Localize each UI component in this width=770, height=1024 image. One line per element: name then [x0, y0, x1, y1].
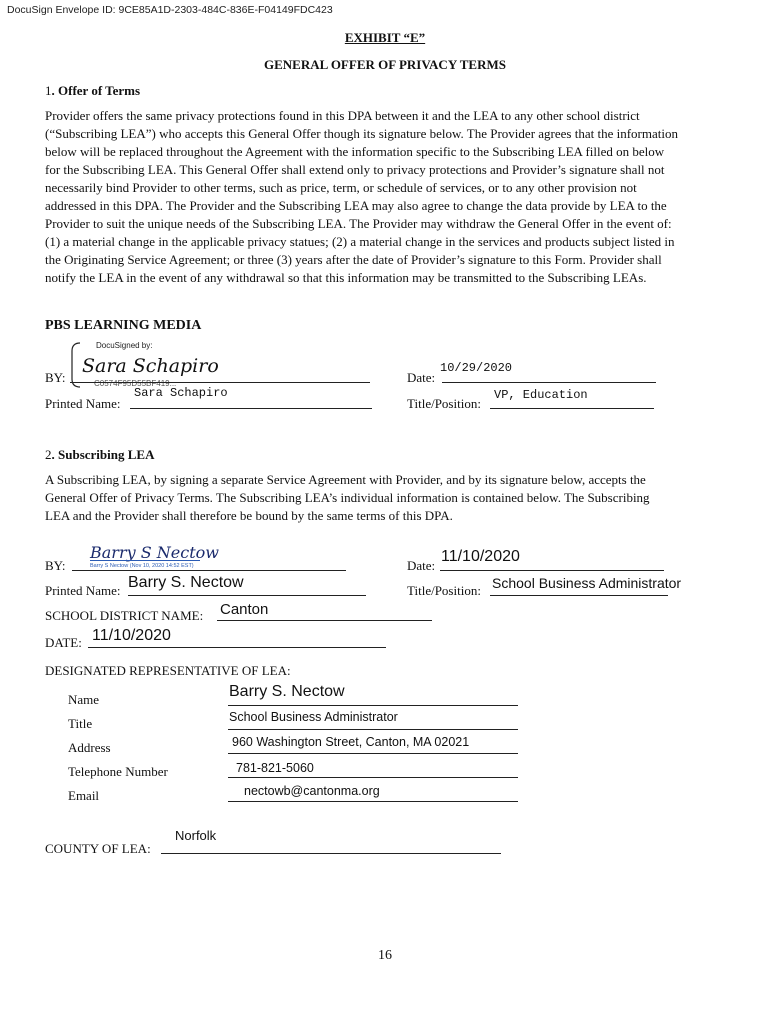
county-label: COUNTY OF LEA:	[45, 841, 151, 856]
exhibit-subtitle: GENERAL OFFER OF PRIVACY TERMS	[264, 57, 506, 72]
title-label: Title/Position:	[407, 396, 481, 411]
by-label: BY:	[45, 370, 66, 385]
rep-address-value[interactable]: 960 Washington Street, Canton, MA 02021	[232, 735, 470, 749]
by-signature-line	[70, 382, 370, 383]
district-line	[217, 620, 432, 621]
lea-signature-caption: Barry S Nectow (Nov 10, 2020 14:52 EST)	[90, 563, 194, 569]
paragraph-line: addressed in this DPA. The Provider and the Subscribing LEA may also agree to change the data provide by LEA to the	[45, 198, 667, 213]
rep-email-value[interactable]: nectowb@cantonma.org	[244, 784, 380, 798]
section1-paragraph	[45, 107, 731, 287]
lea-title-label: Title/Position:	[407, 583, 481, 598]
provider-name: PBS LEARNING MEDIA	[45, 318, 202, 333]
lea-title-line	[490, 595, 668, 596]
section1-heading	[45, 83, 140, 99]
lea-date2-label: DATE:	[45, 635, 82, 650]
paragraph-line: LEA and the Provider shall therefore be bound by the same terms of this DPA.	[45, 508, 453, 523]
envelope-id: DocuSign Envelope ID: 9CE85A1D-2303-484C-836E-F04149FDC423	[7, 4, 333, 16]
provider-signature[interactable]: Sara Schapiro	[82, 355, 219, 377]
county-value[interactable]: Norfolk	[175, 828, 217, 843]
rep-name-label: Name	[68, 692, 100, 707]
paragraph-line: (1) a material change in the applicable privacy statues; (2) a material change in the services and products subject listed in	[45, 234, 675, 249]
county-line	[161, 853, 501, 854]
representative-heading: DESIGNATED REPRESENTATIVE OF LEA:	[45, 663, 291, 678]
paragraph-line: A Subscribing LEA, by signing a separate Service Agreement with Provider, and by its signature below, accepts the	[45, 472, 646, 487]
printed-name-label: Printed Name:	[45, 396, 121, 411]
lea-signature-underline	[90, 560, 200, 561]
exhibit-title: EXHIBIT “E”	[344, 30, 426, 45]
lea-signature[interactable]: Barry S Nectow	[90, 543, 219, 562]
section1-heading-text: . Offer of Terms	[51, 83, 141, 98]
docusigned-label: DocuSigned by:	[96, 341, 153, 350]
lea-date-line	[440, 570, 664, 571]
paragraph-line: for the Subscribing LEA. This General Offer shall extend only to privacy protections and Provider’s signature shall not	[45, 162, 665, 177]
rep-name-line	[228, 705, 518, 706]
lea-printed-name-label: Printed Name:	[45, 583, 121, 598]
date-line	[442, 382, 656, 383]
paragraph-line: Provider offers the same privacy protections found in this DPA between it and the LEA to any other school district	[45, 108, 640, 123]
district-value[interactable]: Canton	[220, 601, 269, 618]
page-number: 16	[378, 948, 392, 963]
provider-date[interactable]: 10/29/2020	[440, 361, 513, 375]
section2-heading	[45, 447, 154, 463]
paragraph-line: below will be replaced throughout the Agreement with the information specific to the Subscribing LEA filled on below	[45, 144, 665, 159]
section2-number: 2	[45, 447, 52, 462]
printed-name-line	[130, 408, 372, 409]
lea-title[interactable]: School Business Administrator	[492, 575, 682, 591]
provider-printed-name[interactable]: Sara Schapiro	[134, 386, 228, 400]
rep-phone-label: Telephone Number	[68, 764, 168, 779]
lea-printed-name-line	[128, 595, 366, 596]
district-label: SCHOOL DISTRICT NAME:	[45, 608, 204, 623]
rep-title-label: Title	[68, 716, 93, 731]
paragraph-line: notify the LEA in the event of any withdrawal so that this information may be transmitted to the Subscribing LEAs.	[45, 270, 647, 285]
rep-name-value[interactable]: Barry S. Nectow	[229, 683, 345, 700]
provider-title[interactable]: VP, Education	[494, 388, 588, 402]
lea-by-line	[72, 570, 346, 571]
lea-by-label: BY:	[45, 558, 66, 573]
lea-date2[interactable]: 11/10/2020	[92, 627, 171, 644]
rep-address-line	[228, 753, 518, 754]
rep-title-value[interactable]: School Business Administrator	[229, 710, 398, 724]
rep-phone-line	[228, 777, 518, 778]
signature-id: C0574F95D55BF419...	[94, 379, 177, 388]
rep-email-line	[228, 801, 518, 802]
lea-date-label: Date:	[407, 558, 436, 573]
lea-printed-name[interactable]: Barry S. Nectow	[128, 574, 244, 591]
section2-paragraph	[45, 471, 731, 525]
lea-date2-line	[88, 647, 386, 648]
paragraph-line: the Originating Service Agreement; or three (3) years after the date of Provider’s signature to this Form. Provider shall	[45, 252, 662, 267]
date-label: Date:	[407, 370, 436, 385]
lea-date[interactable]: 11/10/2020	[441, 548, 520, 565]
paragraph-line: necessarily bind Provider to other terms, such as price, term, or schedule of services, or to any other provision not	[45, 180, 637, 195]
section2-heading-text: . Subscribing LEA	[51, 447, 155, 462]
rep-title-line	[228, 729, 518, 730]
rep-address-label: Address	[68, 740, 111, 755]
paragraph-line: General Offer of Privacy Terms. The Subscribing LEA’s individual information is contained below. The Subscribing	[45, 490, 650, 505]
paragraph-line: Provider to suit the unique needs of the Subscribing LEA. The Provider may withdraw the General Offer in the event of:	[45, 216, 672, 231]
paragraph-line: (“Subscribing LEA”) who accepts this General Offer though its signature below. The Provider agrees that the information	[45, 126, 678, 141]
section1-number: 1	[45, 83, 52, 98]
rep-email-label: Email	[68, 788, 100, 803]
rep-phone-value[interactable]: 781-821-5060	[236, 761, 314, 775]
title-line	[490, 408, 654, 409]
